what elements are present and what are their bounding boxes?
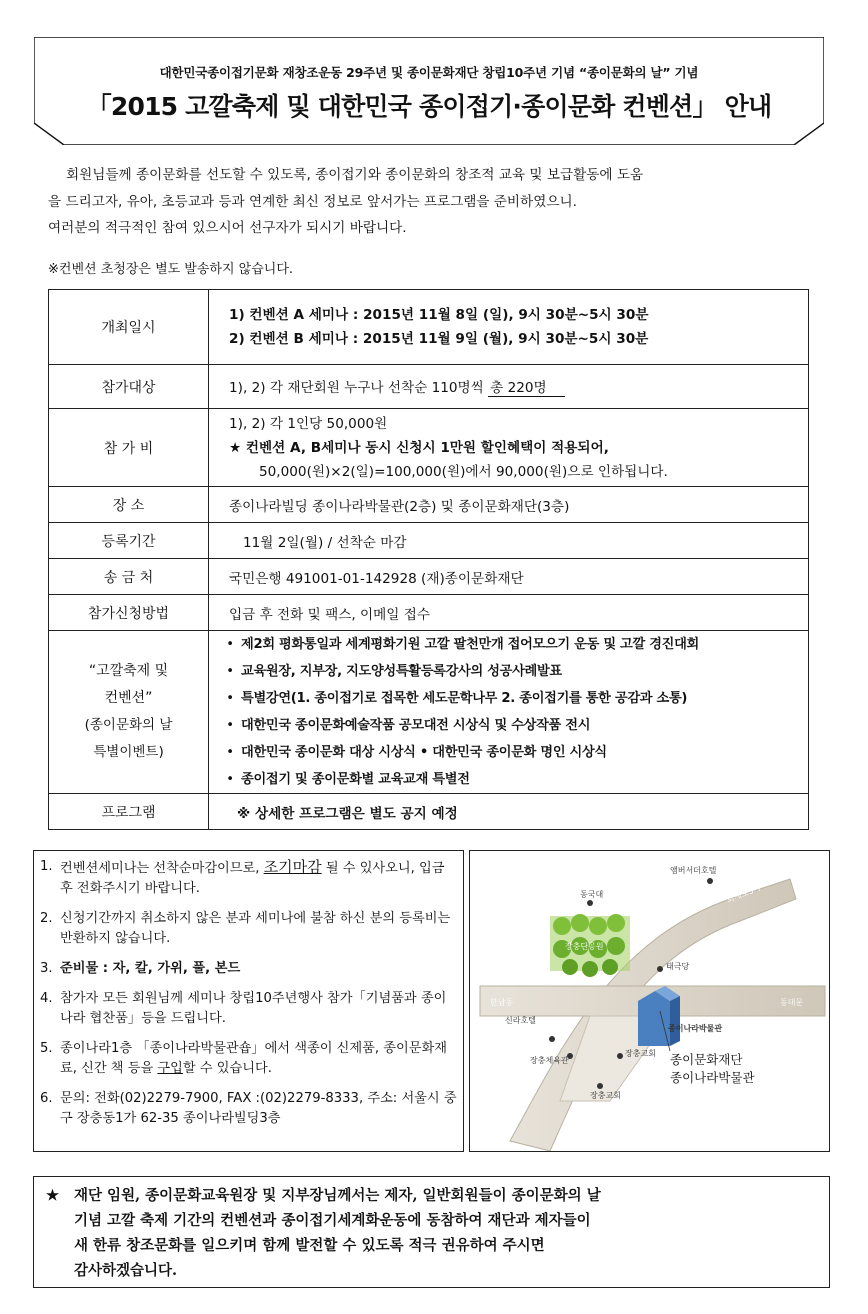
notice-text: 컨벤션세미나는 선착순마감이므로, [60,861,264,876]
notice-number: 6. [40,1091,53,1106]
notice-box [33,850,464,1152]
map-label: 장충체육관 [530,1056,569,1065]
list-item: • 특별강연(1. 종이접기로 접목한 세도문학나무 2. 종이접기를 통한 공감과 소통) [219,685,808,712]
notice-emphasis: 구입 [157,1061,183,1076]
invitation-note: ※컨벤션 초청장은 별도 발송하지 않습니다. [48,262,294,277]
bank-label: 송 금 처 [49,559,209,595]
event-label-line: 특별이벤트) [93,744,164,760]
closing-line: 기념 고깔 축제 기간의 컨벤션과 종이접기세계화운동에 동참하여 재단과 제자들이 [74,1212,591,1229]
notice-text: 신청기간까지 취소하지 않은 분과 세미나에 불참 하신 분의 등록비는 반환하지 않습니다. [60,911,451,946]
closing-notice [33,1176,830,1288]
map-label: 장충교회 [625,1049,656,1058]
map-label: 약수역 [485,1096,510,1115]
closing-line: 새 한류 창조문화를 일으키며 함께 발전할 수 있도록 적극 권유하여 주시면 [74,1237,545,1254]
apply-method-label: 참가신청방법 [49,595,209,631]
fee-line: 1), 2) 각 1인당 50,000원 [229,415,388,432]
date-label: 개최일시 [49,290,209,365]
map-label: 태극당 [666,962,690,971]
map-label: 신라호텔 [505,1016,536,1025]
place-label: 장 소 [49,487,209,523]
map-caption [670,1051,755,1087]
map-caption-line: 종이나라박물관 [670,1070,755,1085]
map-label: 동대문 [780,998,804,1007]
list-item: • 제2회 평화통일과 세계평화기원 고깔 팔천만개 접어모으기 운동 및 고깔 경진대회 [219,631,808,658]
map-label: 앰버서더호텔 [670,866,717,875]
location-map [469,850,830,1152]
star-icon: ★ [46,1187,59,1204]
fee-discount-line: ★ 컨벤션 A, B세미나 동시 신청시 1만원 할인혜택이 적용되어, [229,439,609,456]
list-item: • 종이접기 및 종이문화별 교육교재 특별전 [219,766,808,793]
fee-line: 50,000(원)×2(일)=100,000(원)에서 90,000(원)으로 인하됩니다. [259,463,668,480]
date-line: 2) 컨벤션 B 세미나 : 2015년 11월 9일 (월), 9시 30분~5시 30분 [229,331,649,347]
program-label: 프로그램 [49,794,209,830]
intro-line: 을 드리고자, 유아, 초등교과 등과 연계한 최신 정보로 앞서가는 프로그램을 준비하였으니. [48,193,577,210]
list-item [40,1089,458,1129]
list-item [40,1039,458,1079]
event-label-line: (종이문화의 날 [84,717,173,733]
closing-line: 재단 임원, 종이문화교육원장 및 지부장님께서는 제자, 일반회원들이 종이문화의 날 [74,1187,601,1204]
notice-number: 2. [40,911,53,926]
notice-text: 될 수 있사오니, 입금 후 전화주시기 바랍니다. [60,861,445,896]
notice-text: 종이나라1층 「종이나라박물관숍」에서 색종이 신제품, 종이문화재료, 신간 책 등을 [60,1041,447,1076]
intro-text [48,162,828,242]
target-label: 참가대상 [49,365,209,409]
registration-label: 등록기간 [49,523,209,559]
map-label: 퇴계로5가 [725,883,763,905]
map-label: 한남동 [490,998,514,1007]
list-item [40,857,458,899]
map-label: 종이나라박물관 [668,1024,723,1033]
list-item: • 교육원장, 지부장, 지도양성특활등록강사의 성공사례발표 [219,658,808,685]
info-table [48,289,809,830]
list-item: • 대한민국 종이문화 대상 시상식 • 대한민국 종이문화 명인 시상식 [219,739,808,766]
fee-label: 참 가 비 [49,409,209,487]
notice-list [40,857,458,1139]
map-label: 장충교회 [590,1091,621,1100]
list-item: • 대한민국 종이문화예술작품 공모대전 시상식 및 수상작품 전시 [219,712,808,739]
notice-number: 5. [40,1041,53,1056]
banner-subtitle: 대한민국종이접기문화 재창조운동 29주년 및 종이문화재단 창립10주년 기념 “종이문화의 날” 기념 [159,65,699,80]
date-line: 1) 컨벤션 A 세미나 : 2015년 11월 8일 (일), 9시 30분~5시 30분 [229,307,649,323]
notice-text: 할 수 있습니다. [182,1061,272,1076]
event-list [219,631,808,793]
map-drawing [470,851,829,1151]
registration-text: 11월 2일(월) / 선착순 마감 [209,523,809,559]
apply-method-text: 입금 후 전화 및 팩스, 이메일 접수 [209,595,809,631]
list-item [40,959,458,979]
notice-number: 4. [40,991,53,1006]
title-banner [34,37,824,145]
bank-text: 국민은행 491001-01-142928 (재)종이문화재단 [209,559,809,595]
notice-number: 3. [40,961,53,976]
place-text: 종이나라빌딩 종이나라박물관(2층) 및 종이문화재단(3층) [209,487,809,523]
notice-number: 1. [40,859,53,874]
program-text: ※ 상세한 프로그램은 별도 공지 예정 [209,794,809,830]
page-title: 「2015 고깔축제 및 대한민국 종이접기·종이문화 컨벤션」 안내 [86,92,772,121]
target-text: 1), 2) 각 재단회원 누구나 선착순 110명씩 [229,380,484,396]
notice-text: 참가자 모든 회원님께 세미나 창립10주년행사 참가「기념품과 종이나라 협찬품」등을 드립니다. [60,991,447,1026]
map-caption-line: 종이문화재단 [670,1052,743,1067]
notice-text: 준비물 : 자, 칼, 가위, 풀, 본드 [60,961,241,976]
list-item [40,989,458,1029]
map-label: 동국대 [580,890,604,899]
map-label: 장충단공원 [565,942,604,951]
event-label-line: 컨벤션” [104,690,153,706]
event-label-line: “고깔축제 및 [88,663,169,679]
intro-line: 여러분의 적극적인 참여 있으시어 선구자가 되시기 바랍니다. [48,220,407,236]
list-item [40,909,458,949]
intro-line: 회원님들께 종이문화를 선도할 수 있도록, 종이접기와 종이문화의 창조적 교육 및 보급활동에 도움 [66,167,644,183]
notice-emphasis: 조기마감 [263,858,322,876]
notice-text: 문의: 전화(02)2279-7900, FAX :(02)2279-8333, 주소: 서울시 중구 장충동1가 62-35 종이나라빌딩3층 [60,1091,457,1126]
target-total: 총 220명 [488,376,565,397]
closing-line: 감사하겠습니다. [74,1262,178,1279]
special-event-label [49,631,209,794]
